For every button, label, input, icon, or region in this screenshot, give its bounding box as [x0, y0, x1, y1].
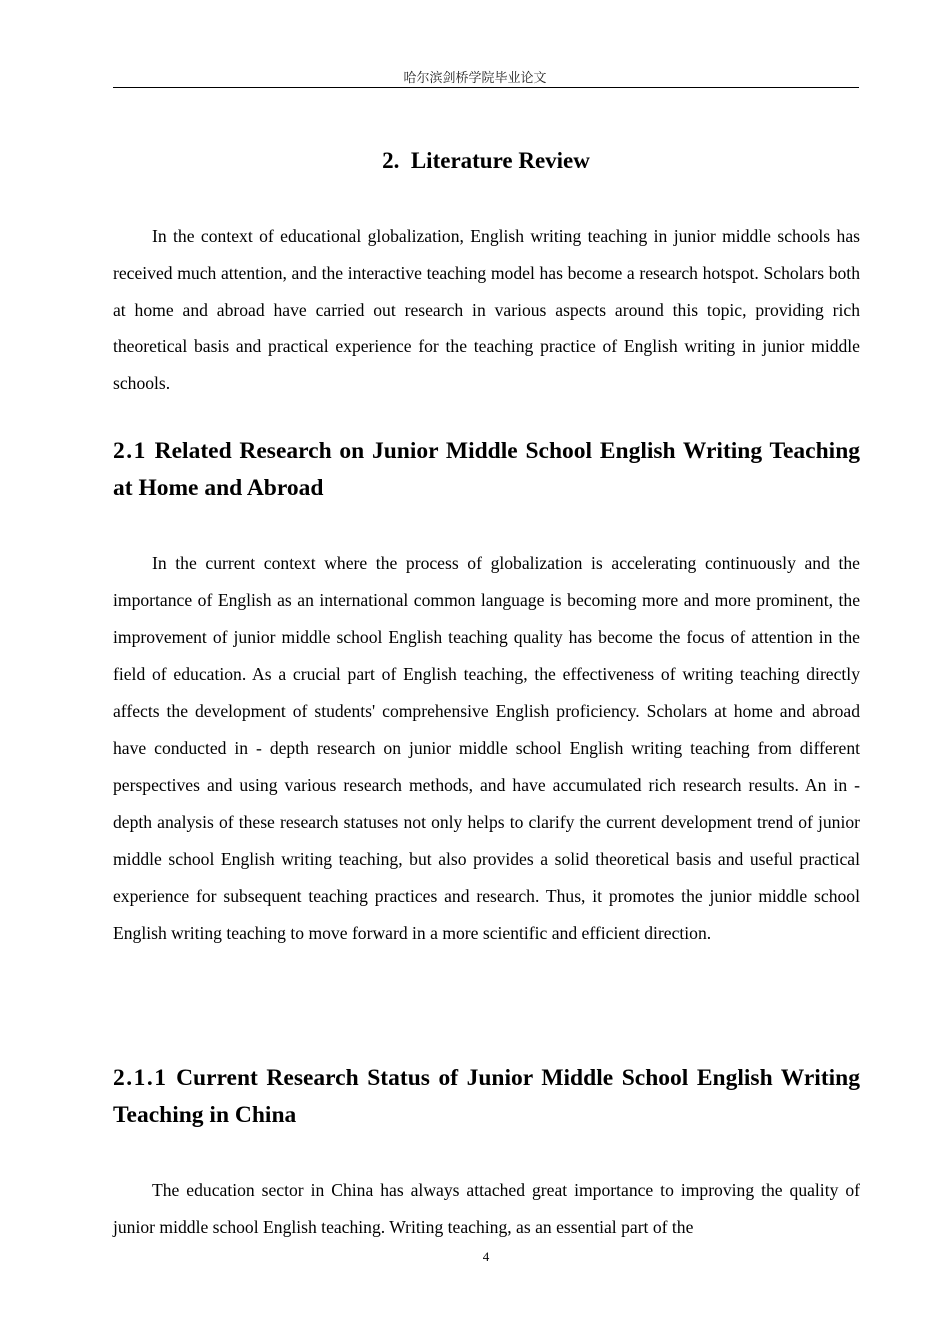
section-number: 2.1	[113, 438, 147, 464]
page-number: 4	[482, 1249, 490, 1264]
section-2-1-1-paragraph: The education sector in China has always attached great importance to improving the quality of junior middle school English teaching. Writing teaching, as an essential part of the	[113, 1180, 860, 1237]
section-2-1-paragraph: In the current context where the process of globalization is accelerating continuously and the importance of English as an international common language is becoming more and more prominent, the improvement of junior middle school English teaching quality has become the focus of attention in the field of education. As a crucial part of English teaching, the effectiveness of writing teaching directly affects the development of students' comprehensive English proficiency. Scholars at home and abroad have conducted in - depth research on junior middle school English writing teaching from different perspectives and using various research methods, and have accumulated rich research results. An in - depth analysis of these research statuses not only helps to clarify the current development trend of junior middle school English writing teaching, but also provides a solid theoretical basis and useful practical experience for subsequent teaching practices and research. Thus, it promotes the junior middle school English writing teaching to move forward in a more scientific and efficient direction.	[113, 553, 860, 943]
running-header: 哈尔滨剑桥学院毕业论文	[403, 71, 547, 86]
header-rule	[113, 87, 859, 88]
section-title: Related Research on Junior Middle School English Writing Teaching at Home and Abroad	[113, 438, 861, 501]
section-heading-2-1	[113, 433, 860, 507]
chapter-number: 2.	[382, 148, 400, 173]
section-title: Current Research Status of Junior Middle School English Writing Teaching in China	[113, 1065, 860, 1128]
intro-paragraph: In the context of educational globalization, English writing teaching in junior middle schools has received much attention, and the interactive teaching model has become a research hotspot. Scholars both at home and abroad have carried out research in various aspects around this topic, providing rich theoretical basis and practical experience for the teaching practice of English writing in junior middle schools.	[113, 226, 860, 394]
chapter-heading	[0, 148, 950, 174]
section-number: 2.1.1	[113, 1065, 168, 1091]
chapter-title: Literature Review	[410, 148, 590, 173]
section-heading-2-1-1	[113, 1060, 860, 1134]
